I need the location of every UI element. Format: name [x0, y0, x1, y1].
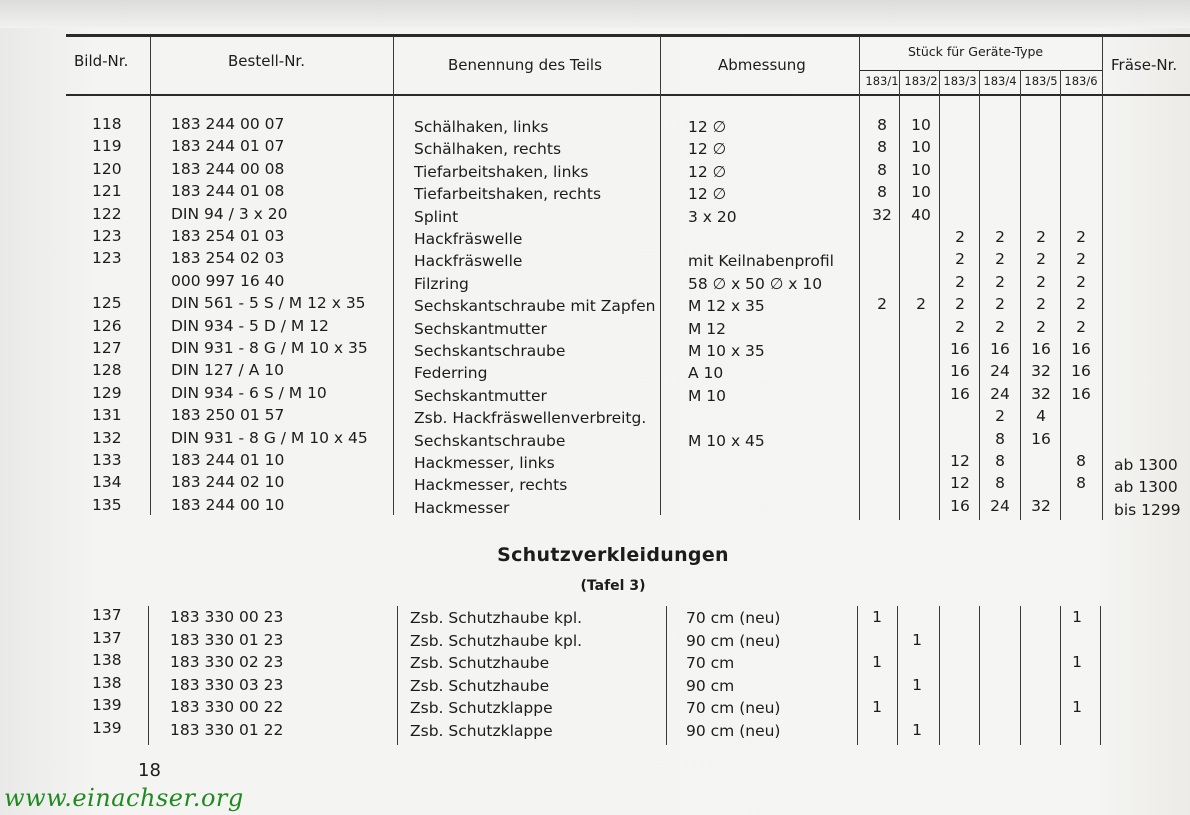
cell-qty-183-4: 24 [990, 497, 1010, 515]
column-divider [1020, 606, 1021, 745]
cell-bestell-nr: 183 244 00 08 [171, 160, 285, 178]
cell-qty-183-3: 2 [955, 318, 965, 336]
cell-qty-183-2: 1 [912, 721, 922, 739]
cell-abmessung: 90 cm (neu) [686, 722, 781, 740]
cell-bild-nr: 135 [92, 496, 122, 514]
cell-bestell-nr: DIN 94 / 3 x 20 [171, 205, 288, 223]
cell-qty-183-6: 2 [1076, 273, 1086, 291]
cell-bild-nr: 132 [92, 429, 122, 447]
cell-qty-183-4: 8 [995, 430, 1005, 448]
column-divider [859, 36, 860, 520]
cell-bestell-nr: DIN 934 - 5 D / M 12 [171, 317, 329, 335]
cell-bestell-nr: 183 244 01 10 [171, 451, 285, 469]
cell-qty-183-1: 2 [877, 295, 887, 313]
cell-bild-nr: 138 [92, 651, 122, 669]
cell-bild-nr: 139 [92, 696, 122, 714]
cell-abmessung: M 10 [688, 387, 727, 405]
cell-bild-nr: 123 [92, 249, 122, 267]
cell-bild-nr: 120 [92, 160, 122, 178]
header-type-183-2: 183/2 [904, 74, 938, 88]
cell-benennung: Hackmesser, rechts [414, 476, 568, 494]
header-type-183-6: 183/6 [1064, 74, 1098, 88]
header-bild-nr: Bild-Nr. [74, 52, 129, 70]
cell-bild-nr: 129 [92, 384, 122, 402]
cell-benennung: Zsb. Schutzhaube [410, 677, 550, 695]
cell-qty-183-4: 2 [995, 228, 1005, 246]
cell-benennung: Tiefarbeitshaken, rechts [414, 185, 602, 203]
cell-fraese-nr: bis 1299 [1114, 501, 1181, 519]
cell-bestell-nr: 183 330 01 23 [170, 631, 284, 649]
cell-qty-183-1: 8 [877, 161, 887, 179]
column-divider [1102, 36, 1103, 520]
cell-qty-183-2: 40 [911, 206, 931, 224]
cell-benennung: Sechskantmutter [414, 387, 547, 405]
column-divider [939, 606, 940, 745]
page-number: 18 [138, 760, 161, 781]
cell-qty-183-6: 8 [1076, 474, 1086, 492]
cell-benennung: Schälhaken, links [414, 118, 549, 136]
cell-bestell-nr: 183 330 00 23 [170, 608, 284, 626]
cell-benennung: Zsb. Schutzklappe [410, 722, 553, 740]
cell-qty-183-3: 2 [955, 228, 965, 246]
cell-bestell-nr: 183 244 02 10 [171, 473, 285, 491]
cell-bestell-nr: 183 254 01 03 [171, 227, 285, 245]
cell-abmessung: 12 ∅ [688, 185, 727, 203]
cell-qty-183-3: 12 [950, 474, 970, 492]
column-divider [897, 606, 898, 745]
cell-qty-183-5: 2 [1036, 295, 1046, 313]
cell-bestell-nr: DIN 934 - 6 S / M 10 [171, 384, 327, 402]
cell-bild-nr: 128 [92, 361, 122, 379]
cell-qty-183-5: 2 [1036, 318, 1046, 336]
cell-qty-183-3: 12 [950, 452, 970, 470]
cell-fraese-nr: ab 1300 [1114, 456, 1178, 474]
cell-qty-183-3: 16 [950, 340, 970, 358]
cell-qty-183-5: 2 [1036, 250, 1046, 268]
cell-qty-183-6: 2 [1076, 318, 1086, 336]
header-type-183-5: 183/5 [1024, 74, 1058, 88]
cell-bild-nr: 125 [92, 294, 122, 312]
cell-bild-nr: 137 [92, 629, 122, 647]
cell-qty-183-1: 1 [872, 698, 882, 716]
cell-qty-183-3: 2 [955, 295, 965, 313]
cell-abmessung: 3 x 20 [688, 208, 737, 226]
column-divider [148, 606, 149, 745]
cell-abmessung: 70 cm (neu) [686, 609, 781, 627]
cell-benennung: Schälhaken, rechts [414, 140, 562, 158]
cell-abmessung: 12 ∅ [688, 140, 727, 158]
cell-qty-183-1: 32 [872, 206, 892, 224]
cell-qty-183-2: 10 [911, 116, 931, 134]
watermark: www.einachser.org [4, 784, 244, 812]
cell-bild-nr: 134 [92, 473, 122, 491]
cell-benennung: Hackmesser [414, 499, 510, 517]
cell-abmessung: 70 cm (neu) [686, 699, 781, 717]
cell-abmessung: M 10 x 35 [688, 342, 765, 360]
cell-abmessung: mit Keilnabenprofil [688, 252, 834, 270]
cell-benennung: Hackfräswelle [414, 252, 523, 270]
column-divider [397, 606, 398, 745]
table-header-bottom-rule [66, 94, 1190, 96]
cell-abmessung: 58 ∅ x 50 ∅ x 10 [688, 275, 823, 293]
cell-benennung: Zsb. Schutzklappe [410, 699, 553, 717]
cell-qty-183-2: 1 [912, 676, 922, 694]
cell-abmessung: A 10 [688, 364, 724, 382]
cell-qty-183-2: 10 [911, 183, 931, 201]
cell-bild-nr: 133 [92, 451, 122, 469]
cell-bild-nr: 131 [92, 406, 122, 424]
cell-qty-183-3: 2 [955, 250, 965, 268]
cell-bestell-nr: DIN 931 - 8 G / M 10 x 45 [171, 429, 368, 447]
scan-edge-shadow [0, 0, 1190, 28]
cell-qty-183-4: 2 [995, 295, 1005, 313]
cell-qty-183-6: 1 [1072, 608, 1082, 626]
cell-qty-183-3: 16 [950, 362, 970, 380]
cell-qty-183-6: 1 [1072, 698, 1082, 716]
cell-benennung: Sechskantschraube [414, 342, 566, 360]
cell-qty-183-1: 8 [877, 116, 887, 134]
header-fraese-nr: Fräse-Nr. [1111, 56, 1178, 74]
cell-qty-183-3: 2 [955, 273, 965, 291]
cell-benennung: Federring [414, 364, 488, 382]
cell-qty-183-4: 2 [995, 407, 1005, 425]
type-subheader-rule [859, 70, 1102, 71]
cell-bestell-nr: 183 244 01 08 [171, 182, 285, 200]
cell-bestell-nr: 183 330 03 23 [170, 676, 284, 694]
cell-qty-183-4: 2 [995, 318, 1005, 336]
header-type-183-4: 183/4 [983, 74, 1017, 88]
cell-bestell-nr: DIN 561 - 5 S / M 12 x 35 [171, 294, 366, 312]
cell-qty-183-6: 16 [1071, 340, 1091, 358]
cell-qty-183-5: 2 [1036, 228, 1046, 246]
cell-qty-183-6: 2 [1076, 295, 1086, 313]
cell-bestell-nr: 183 250 01 57 [171, 406, 285, 424]
cell-benennung: Zsb. Schutzhaube kpl. [410, 632, 583, 650]
cell-bild-nr: 119 [92, 137, 122, 155]
cell-qty-183-5: 16 [1031, 430, 1051, 448]
cell-benennung: Hackmesser, links [414, 454, 555, 472]
header-bestell-nr: Bestell-Nr. [228, 52, 305, 70]
cell-benennung: Sechskantschraube [414, 432, 566, 450]
column-divider [979, 606, 980, 745]
header-type-183-1: 183/1 [865, 74, 899, 88]
cell-qty-183-5: 32 [1031, 497, 1051, 515]
cell-bild-nr: 122 [92, 205, 122, 223]
cell-abmessung: 12 ∅ [688, 163, 727, 181]
cell-qty-183-6: 2 [1076, 250, 1086, 268]
cell-abmessung: 90 cm (neu) [686, 632, 781, 650]
cell-qty-183-1: 1 [872, 608, 882, 626]
cell-bestell-nr: DIN 127 / A 10 [171, 361, 284, 379]
cell-bild-nr: 137 [92, 606, 122, 624]
section-subtitle: (Tafel 3) [580, 578, 646, 594]
cell-qty-183-3: 16 [950, 385, 970, 403]
column-divider [1060, 606, 1061, 745]
cell-benennung: Zsb. Hackfräswellenverbreitg. [414, 409, 647, 427]
cell-benennung: Sechskantmutter [414, 320, 547, 338]
column-divider [150, 36, 151, 515]
cell-qty-183-4: 16 [990, 340, 1010, 358]
cell-qty-183-4: 24 [990, 362, 1010, 380]
header-abmessung: Abmessung [718, 56, 806, 74]
cell-qty-183-6: 16 [1071, 385, 1091, 403]
cell-abmessung: M 12 [688, 320, 727, 338]
cell-fraese-nr: ab 1300 [1114, 478, 1178, 496]
cell-bestell-nr: 183 330 01 22 [170, 721, 284, 739]
cell-qty-183-1: 8 [877, 183, 887, 201]
cell-bild-nr: 123 [92, 227, 122, 245]
table-top-rule [66, 34, 1190, 37]
cell-bestell-nr: 183 244 00 10 [171, 496, 285, 514]
cell-benennung: Filzring [414, 275, 469, 293]
cell-bestell-nr: 183 244 00 07 [171, 115, 285, 133]
cell-qty-183-2: 10 [911, 138, 931, 156]
cell-benennung: Zsb. Schutzhaube kpl. [410, 609, 583, 627]
header-stueck-group: Stück für Geräte-Type [908, 44, 1044, 59]
cell-qty-183-5: 32 [1031, 385, 1051, 403]
cell-qty-183-4: 8 [995, 452, 1005, 470]
section-title: Schutzverkleidungen [497, 544, 729, 566]
cell-qty-183-1: 8 [877, 138, 887, 156]
cell-qty-183-4: 8 [995, 474, 1005, 492]
cell-qty-183-5: 2 [1036, 273, 1046, 291]
cell-bild-nr: 139 [92, 719, 122, 737]
cell-qty-183-4: 2 [995, 273, 1005, 291]
cell-qty-183-6: 1 [1072, 653, 1082, 671]
cell-benennung: Zsb. Schutzhaube [410, 654, 550, 672]
column-divider [660, 36, 661, 515]
column-divider [1100, 606, 1101, 745]
cell-qty-183-5: 32 [1031, 362, 1051, 380]
cell-qty-183-4: 24 [990, 385, 1010, 403]
cell-qty-183-2: 1 [912, 631, 922, 649]
column-divider [666, 606, 667, 745]
cell-benennung: Splint [414, 208, 459, 226]
cell-benennung: Hackfräswelle [414, 230, 523, 248]
cell-qty-183-5: 4 [1036, 407, 1046, 425]
cell-bestell-nr: 183 244 01 07 [171, 137, 285, 155]
cell-benennung: Tiefarbeitshaken, links [414, 163, 589, 181]
cell-abmessung: 70 cm [686, 654, 735, 672]
cell-benennung: Sechskantschraube mit Zapfen [414, 297, 656, 315]
cell-qty-183-6: 16 [1071, 362, 1091, 380]
cell-bestell-nr: 183 330 00 22 [170, 698, 284, 716]
cell-bild-nr: 126 [92, 317, 122, 335]
cell-abmessung: M 12 x 35 [688, 297, 765, 315]
cell-qty-183-5: 16 [1031, 340, 1051, 358]
cell-bestell-nr: 183 254 02 03 [171, 249, 285, 267]
header-benennung: Benennung des Teils [448, 56, 602, 74]
cell-abmessung: 12 ∅ [688, 118, 727, 136]
header-type-183-3: 183/3 [943, 74, 977, 88]
cell-bild-nr: 127 [92, 339, 122, 357]
cell-bild-nr: 118 [92, 115, 122, 133]
cell-qty-183-2: 2 [916, 295, 926, 313]
cell-qty-183-2: 10 [911, 161, 931, 179]
column-divider [857, 606, 858, 745]
cell-qty-183-6: 8 [1076, 452, 1086, 470]
cell-abmessung: M 10 x 45 [688, 432, 765, 450]
cell-bestell-nr: 000 997 16 40 [171, 272, 285, 290]
cell-qty-183-3: 16 [950, 497, 970, 515]
cell-qty-183-1: 1 [872, 653, 882, 671]
cell-abmessung: 90 cm [686, 677, 735, 695]
cell-bild-nr: 121 [92, 182, 122, 200]
cell-bestell-nr: 183 330 02 23 [170, 653, 284, 671]
column-divider [393, 36, 394, 515]
cell-bild-nr: 138 [92, 674, 122, 692]
cell-bestell-nr: DIN 931 - 8 G / M 10 x 35 [171, 339, 368, 357]
cell-qty-183-6: 2 [1076, 228, 1086, 246]
cell-qty-183-4: 2 [995, 250, 1005, 268]
